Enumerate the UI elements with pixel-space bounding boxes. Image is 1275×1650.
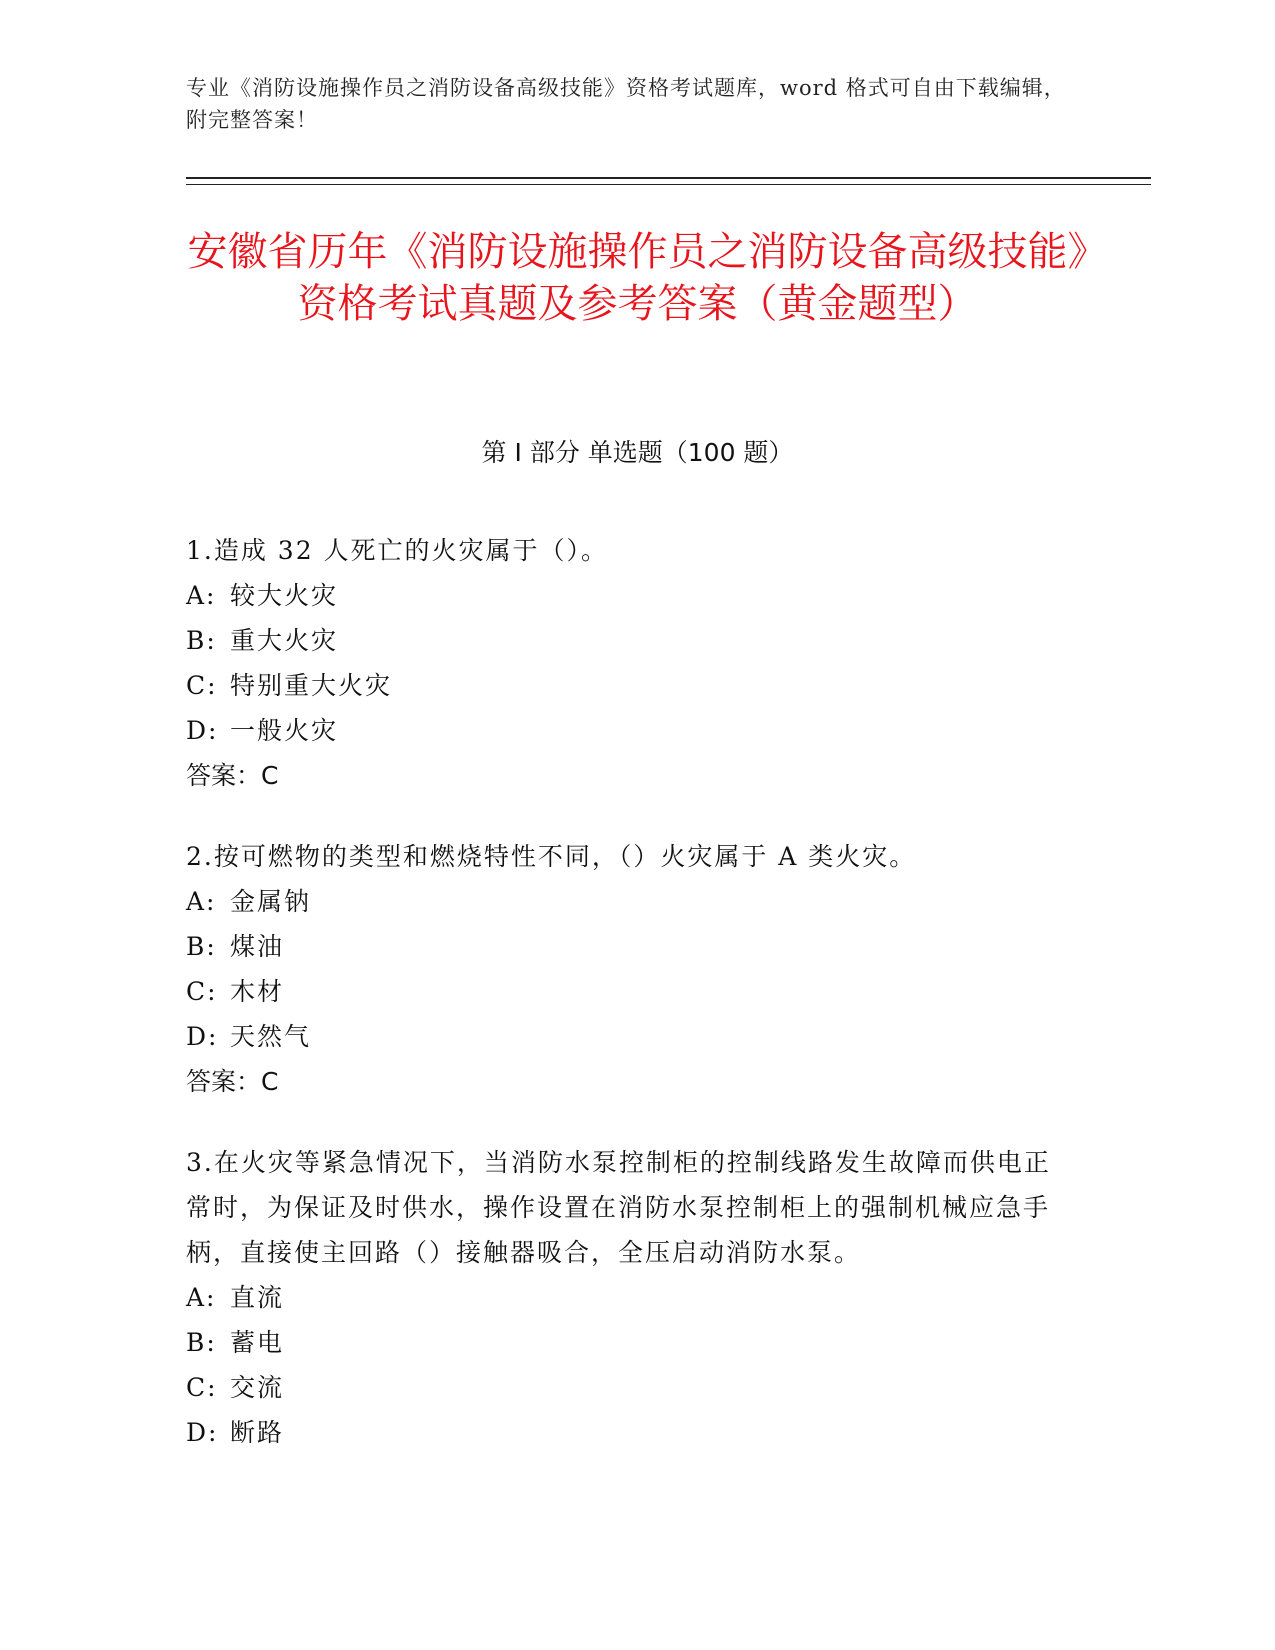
option-key: D: (186, 1418, 219, 1447)
option-key: C: (186, 1373, 218, 1402)
option-text: 特别重大火灾 (230, 671, 393, 700)
option-d (186, 708, 1066, 753)
option-key: B: (186, 626, 217, 655)
header-note: 专业《消防设施操作员之消防设备高级技能》资格考试题库，word 格式可自由下载编辑，附完整答案！ (186, 76, 1066, 132)
option-d (186, 1014, 1066, 1059)
option-text: 煤油 (230, 932, 285, 961)
option-text: 蓄电 (230, 1328, 285, 1357)
option-d (186, 1410, 1066, 1455)
question-text: 1.造成 32 人死亡的火灾属于（）。 (186, 536, 609, 565)
option-a (186, 1275, 1066, 1320)
header-divider-thin (186, 184, 1151, 185)
option-key: B: (186, 1328, 217, 1357)
option-b (186, 924, 1066, 969)
answer-line: 答案：C (186, 761, 279, 790)
option-text: 直流 (230, 1283, 285, 1312)
option-key: D: (186, 1022, 219, 1051)
option-key: C: (186, 977, 218, 1006)
question-2 (186, 834, 1066, 1104)
question-text: 3.在火灾等紧急情况下，当消防水泵控制柜的控制线路发生故障而供电正常时，为保证及时供水，操作设置在消防水泵控制柜上的强制机械应急手柄，直接使主回路（）接触器吸合，全压启动消防水泵。 (186, 1148, 1051, 1267)
question-1 (186, 528, 1066, 798)
option-key: A: (186, 1283, 217, 1312)
option-a (186, 879, 1066, 924)
section-title: 第 I 部分 单选题（100 题） (481, 438, 794, 467)
option-key: D: (186, 716, 219, 745)
option-c (186, 969, 1066, 1014)
option-text: 断路 (230, 1418, 285, 1447)
question-text: 2.按可燃物的类型和燃烧特性不同，（）火灾属于 A 类火灾。 (186, 842, 917, 871)
answer-line: 答案：C (186, 1067, 279, 1096)
question-3 (186, 1140, 1066, 1455)
option-text: 木材 (230, 977, 285, 1006)
option-b (186, 1320, 1066, 1365)
header-divider-thick (186, 177, 1151, 179)
option-c (186, 1365, 1066, 1410)
option-key: A: (186, 581, 217, 610)
option-text: 一般火灾 (230, 716, 339, 745)
option-key: B: (186, 932, 217, 961)
document-title: 安徽省历年《消防设施操作员之消防设备高级技能》资格考试真题及参考答案（黄金题型） (187, 229, 1088, 327)
option-text: 重大火灾 (230, 626, 339, 655)
option-key: C: (186, 671, 218, 700)
option-text: 较大火灾 (230, 581, 339, 610)
option-b (186, 618, 1066, 663)
option-text: 天然气 (230, 1022, 312, 1051)
option-key: A: (186, 887, 217, 916)
option-text: 金属钠 (230, 887, 312, 916)
option-c (186, 663, 1066, 708)
question-list (186, 528, 1066, 1491)
option-text: 交流 (230, 1373, 285, 1402)
option-a (186, 573, 1066, 618)
